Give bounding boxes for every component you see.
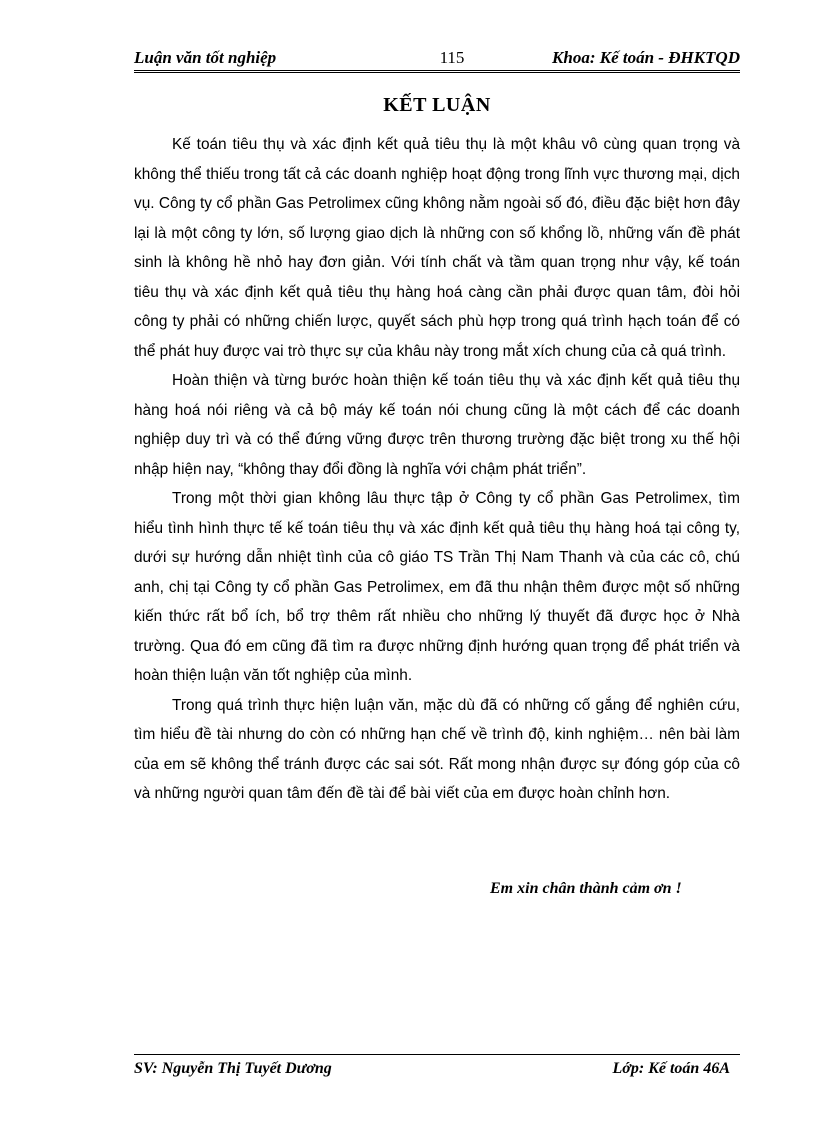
page-header: [134, 48, 740, 73]
faculty-label: Khoa: Kế toán - ĐHKTQD: [552, 48, 740, 67]
body-text: [134, 130, 740, 809]
page-number: 115: [439, 48, 465, 67]
thesis-label: Luận văn tốt nghiệp: [134, 48, 277, 67]
page-title: KẾT LUẬN: [383, 94, 491, 116]
closing-thanks: Em xin chân thành cảm ơn !: [490, 880, 682, 897]
paragraph: Hoàn thiện và từng bước hoàn thiện kế toán tiêu thụ và xác định kết quả tiêu thụ hàng hoá nói riêng và cả bộ máy kế toán nói chung cũng là một cách để các doanh nghiệp duy trì và có thể đứng vững được trên thương trường đặc biệt trong xu thế hội nhập hiện nay, “không thay đổi đồng là nghĩa với chậm phát triển”.: [134, 372, 740, 478]
paragraph: Trong quá trình thực hiện luận văn, mặc dù đã có những cố gắng để nghiên cứu, tìm hiểu đề tài nhưng do còn có những hạn chế về trình độ, kinh nghiệm… nên bài làm của em sẽ không thể tránh được các sai sót. Rất mong nhận được sự đóng góp của cô và những người quan tâm đến đề tài để bài viết của em được hoàn chỉnh hơn.: [134, 696, 740, 802]
class-label: Lớp: Kế toán 46A: [612, 1060, 730, 1077]
page-footer: [134, 1054, 740, 1079]
paragraph: Trong một thời gian không lâu thực tập ở Công ty cổ phần Gas Petrolimex, tìm hiểu tình hình thực tế kế toán tiêu thụ và xác định kết quả tiêu thụ hàng hoá tại công ty, dưới sự hướng dẫn nhiệt tình của cô giáo TS Trần Thị Nam Thanh và của các cô, chú anh, chị tại Công ty cổ phần Gas Petrolimex, em đã thu nhận thêm được một số những kiến thức rất bổ ích, bổ trợ thêm rất nhiều cho những lý thuyết đã được học ở Nhà trường. Qua đó em cũng đã tìm ra được những định hướng quan trọng để phát triển và hoàn thiện luận văn tốt nghiệp của mình.: [134, 490, 740, 684]
student-name: SV: Nguyễn Thị Tuyết Dương: [134, 1060, 332, 1077]
paragraph: Kế toán tiêu thụ và xác định kết quả tiêu thụ là một khâu vô cùng quan trọng và không thể thiếu trong tất cả các doanh nghiệp hoạt động trong lĩnh vực thương mại, dịch vụ. Công ty cổ phần Gas Petrolimex cũng không nằm ngoài số đó, điều đặc biệt hơn đây lại là một công ty lớn, số lượng giao dịch là những con số khổng lồ, những vấn đề phát sinh là không hề nhỏ hay đơn giản. Với tính chất và tầm quan trọng như vậy, kế toán tiêu thụ và xác định kết quả tiêu thụ hàng hoá càng cần phải được quan tâm, đòi hỏi công ty phải có những chiến lược, quyết sách phù hợp trong quá trình hạch toán để có thể phát huy được vai trò thực sự của khâu này trong mắt xích chung của cả quá trình.: [134, 136, 740, 360]
